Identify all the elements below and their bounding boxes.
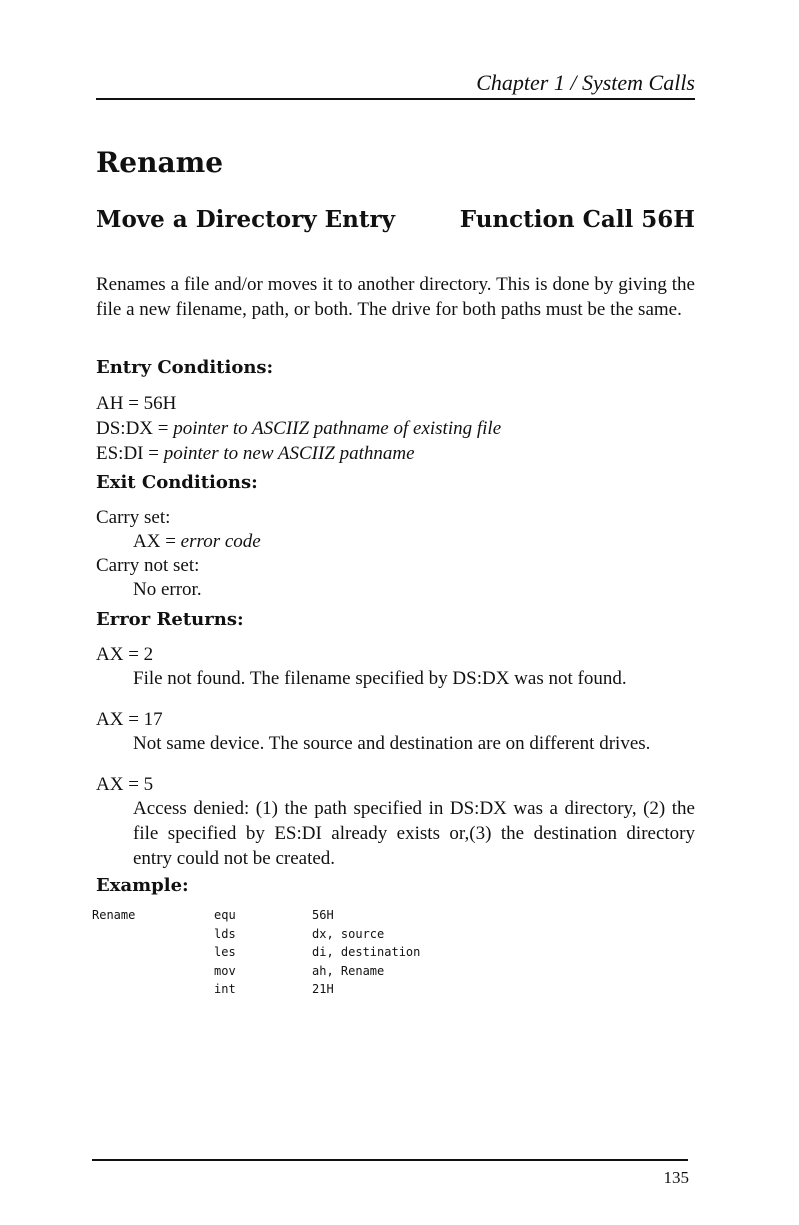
entry-line-dsdx bbox=[96, 416, 501, 441]
error-description-5: Access denied: (1) the path specified in DS:DX was a directory, (2) the file specified by ES:DI already exists or,(3) the destination directory entry could not be created. bbox=[133, 798, 695, 869]
value: pointer to ASCIIZ pathname of existing file bbox=[173, 418, 502, 439]
carry-not-set-label: Carry not set: bbox=[96, 555, 200, 576]
code-operand: 21H bbox=[312, 982, 334, 996]
code-opcode: equ bbox=[214, 908, 236, 922]
footer-rule bbox=[92, 1159, 688, 1161]
code-opcode: int bbox=[214, 982, 236, 996]
function-call-label: Function Call 56H bbox=[459, 206, 695, 233]
equals: = bbox=[157, 418, 169, 439]
code-label: Rename bbox=[92, 908, 136, 922]
code-operand: 56H bbox=[312, 908, 334, 922]
exit-conditions-heading: Exit Conditions: bbox=[96, 472, 258, 493]
register: AH bbox=[96, 393, 124, 414]
carry-not-set-detail: No error. bbox=[133, 579, 202, 600]
example-heading: Example: bbox=[96, 875, 189, 896]
error-code-5: AX = 5 bbox=[96, 774, 154, 795]
value: error code bbox=[180, 531, 261, 552]
entry-line-esdi bbox=[96, 441, 415, 466]
register: AX bbox=[133, 531, 161, 552]
entry-line-ah bbox=[96, 391, 176, 416]
page-title: Rename bbox=[96, 146, 224, 179]
carry-set-detail bbox=[133, 529, 261, 554]
running-head: Chapter 1 / System Calls bbox=[476, 70, 695, 95]
header-rule bbox=[96, 98, 695, 100]
code-opcode: lds bbox=[214, 926, 236, 941]
code-operand: dx, source bbox=[312, 926, 385, 941]
error-returns-heading: Error Returns: bbox=[96, 609, 244, 630]
equals: = bbox=[165, 531, 176, 552]
page-number: 135 bbox=[663, 1168, 689, 1187]
section-subtitle: Move a Directory Entry bbox=[96, 206, 395, 233]
carry-set-label: Carry set: bbox=[96, 507, 171, 528]
intro-paragraph: Renames a file and/or moves it to another directory. This is done by giving the file a new filename, path, or both. The drive for both paths must be the same. bbox=[96, 274, 695, 320]
register: DS:DX bbox=[96, 418, 154, 439]
code-opcode: mov bbox=[214, 963, 236, 978]
error-description-17: Not same device. The source and destination are on different drives. bbox=[133, 733, 651, 754]
equals: = bbox=[148, 443, 159, 464]
value: 56H bbox=[143, 393, 177, 414]
code-operand: di, destination bbox=[312, 945, 421, 959]
value: pointer to new ASCIIZ pathname bbox=[163, 443, 415, 464]
code-operand: ah, Rename bbox=[312, 963, 385, 978]
code-opcode: les bbox=[214, 945, 236, 959]
register: ES:DI bbox=[96, 443, 144, 464]
error-description-2: File not found. The filename specified by DS:DX was not found. bbox=[133, 668, 627, 689]
error-code-17: AX = 17 bbox=[96, 709, 163, 730]
entry-conditions-heading: Entry Conditions: bbox=[96, 357, 274, 378]
error-code-2: AX = 2 bbox=[96, 644, 154, 665]
equals: = bbox=[128, 393, 139, 414]
